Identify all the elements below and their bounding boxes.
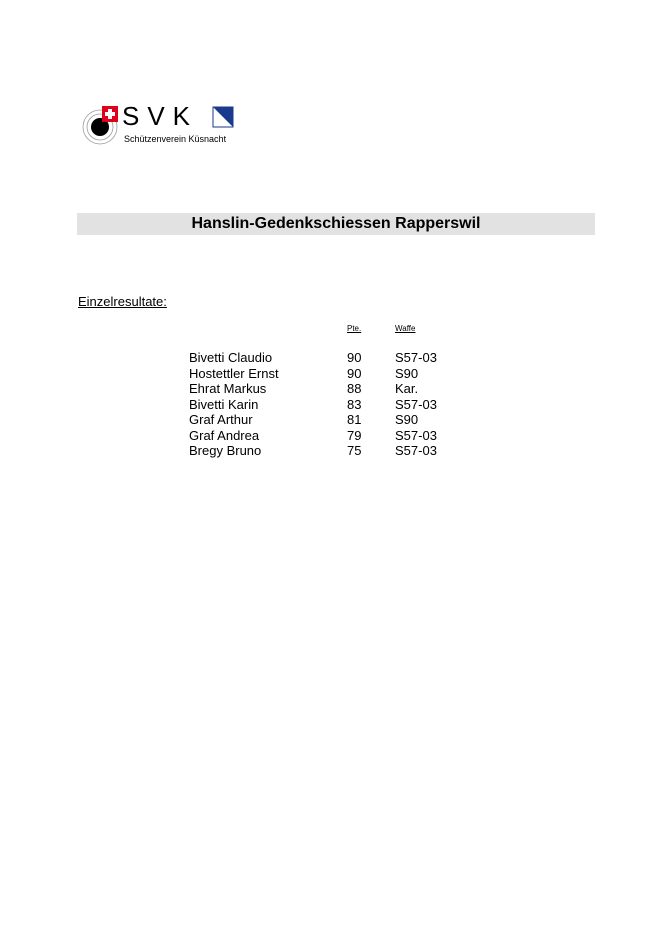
shooter-weapon: S57-03 [395, 427, 437, 443]
logo-subtitle: Schützenverein Küsnacht [124, 134, 227, 144]
column-header-points: Pte. [347, 324, 362, 333]
shooter-name: Graf Andrea [189, 427, 260, 443]
shooter-name: Bivetti Karin [189, 396, 259, 412]
section-label: Einzelresultate: [78, 294, 167, 309]
shooter-name: Hostettler Ernst [189, 365, 279, 381]
shooter-weapon: Kar. [395, 381, 419, 396]
shooter-weapon: S57-03 [395, 350, 437, 365]
shooter-points: 79 [347, 427, 362, 443]
shooter-name: Graf Arthur [189, 412, 253, 427]
logo-letters: SVK [122, 101, 199, 131]
shooter-points: 75 [347, 443, 362, 458]
shooter-points: 90 [347, 365, 362, 381]
shooter-weapon: S57-03 [395, 396, 437, 412]
shooter-points: 83 [347, 396, 362, 412]
club-logo [82, 100, 242, 152]
shooter-points: 81 [347, 412, 362, 427]
document-title: Hanslin-Gedenkschiessen Rapperswil [77, 213, 595, 235]
shooter-name: Ehrat Markus [189, 381, 267, 396]
shooter-weapon: S90 [395, 365, 419, 381]
column-header-weapon: Waffe [395, 324, 416, 333]
shooter-points: 88 [347, 381, 362, 396]
shooter-points: 90 [347, 350, 362, 365]
shooter-name: Bivetti Claudio [189, 350, 273, 365]
shooter-weapon: S90 [395, 412, 419, 427]
shooter-weapon: S57-03 [395, 443, 437, 458]
shooter-name: Bregy Bruno [189, 443, 262, 458]
